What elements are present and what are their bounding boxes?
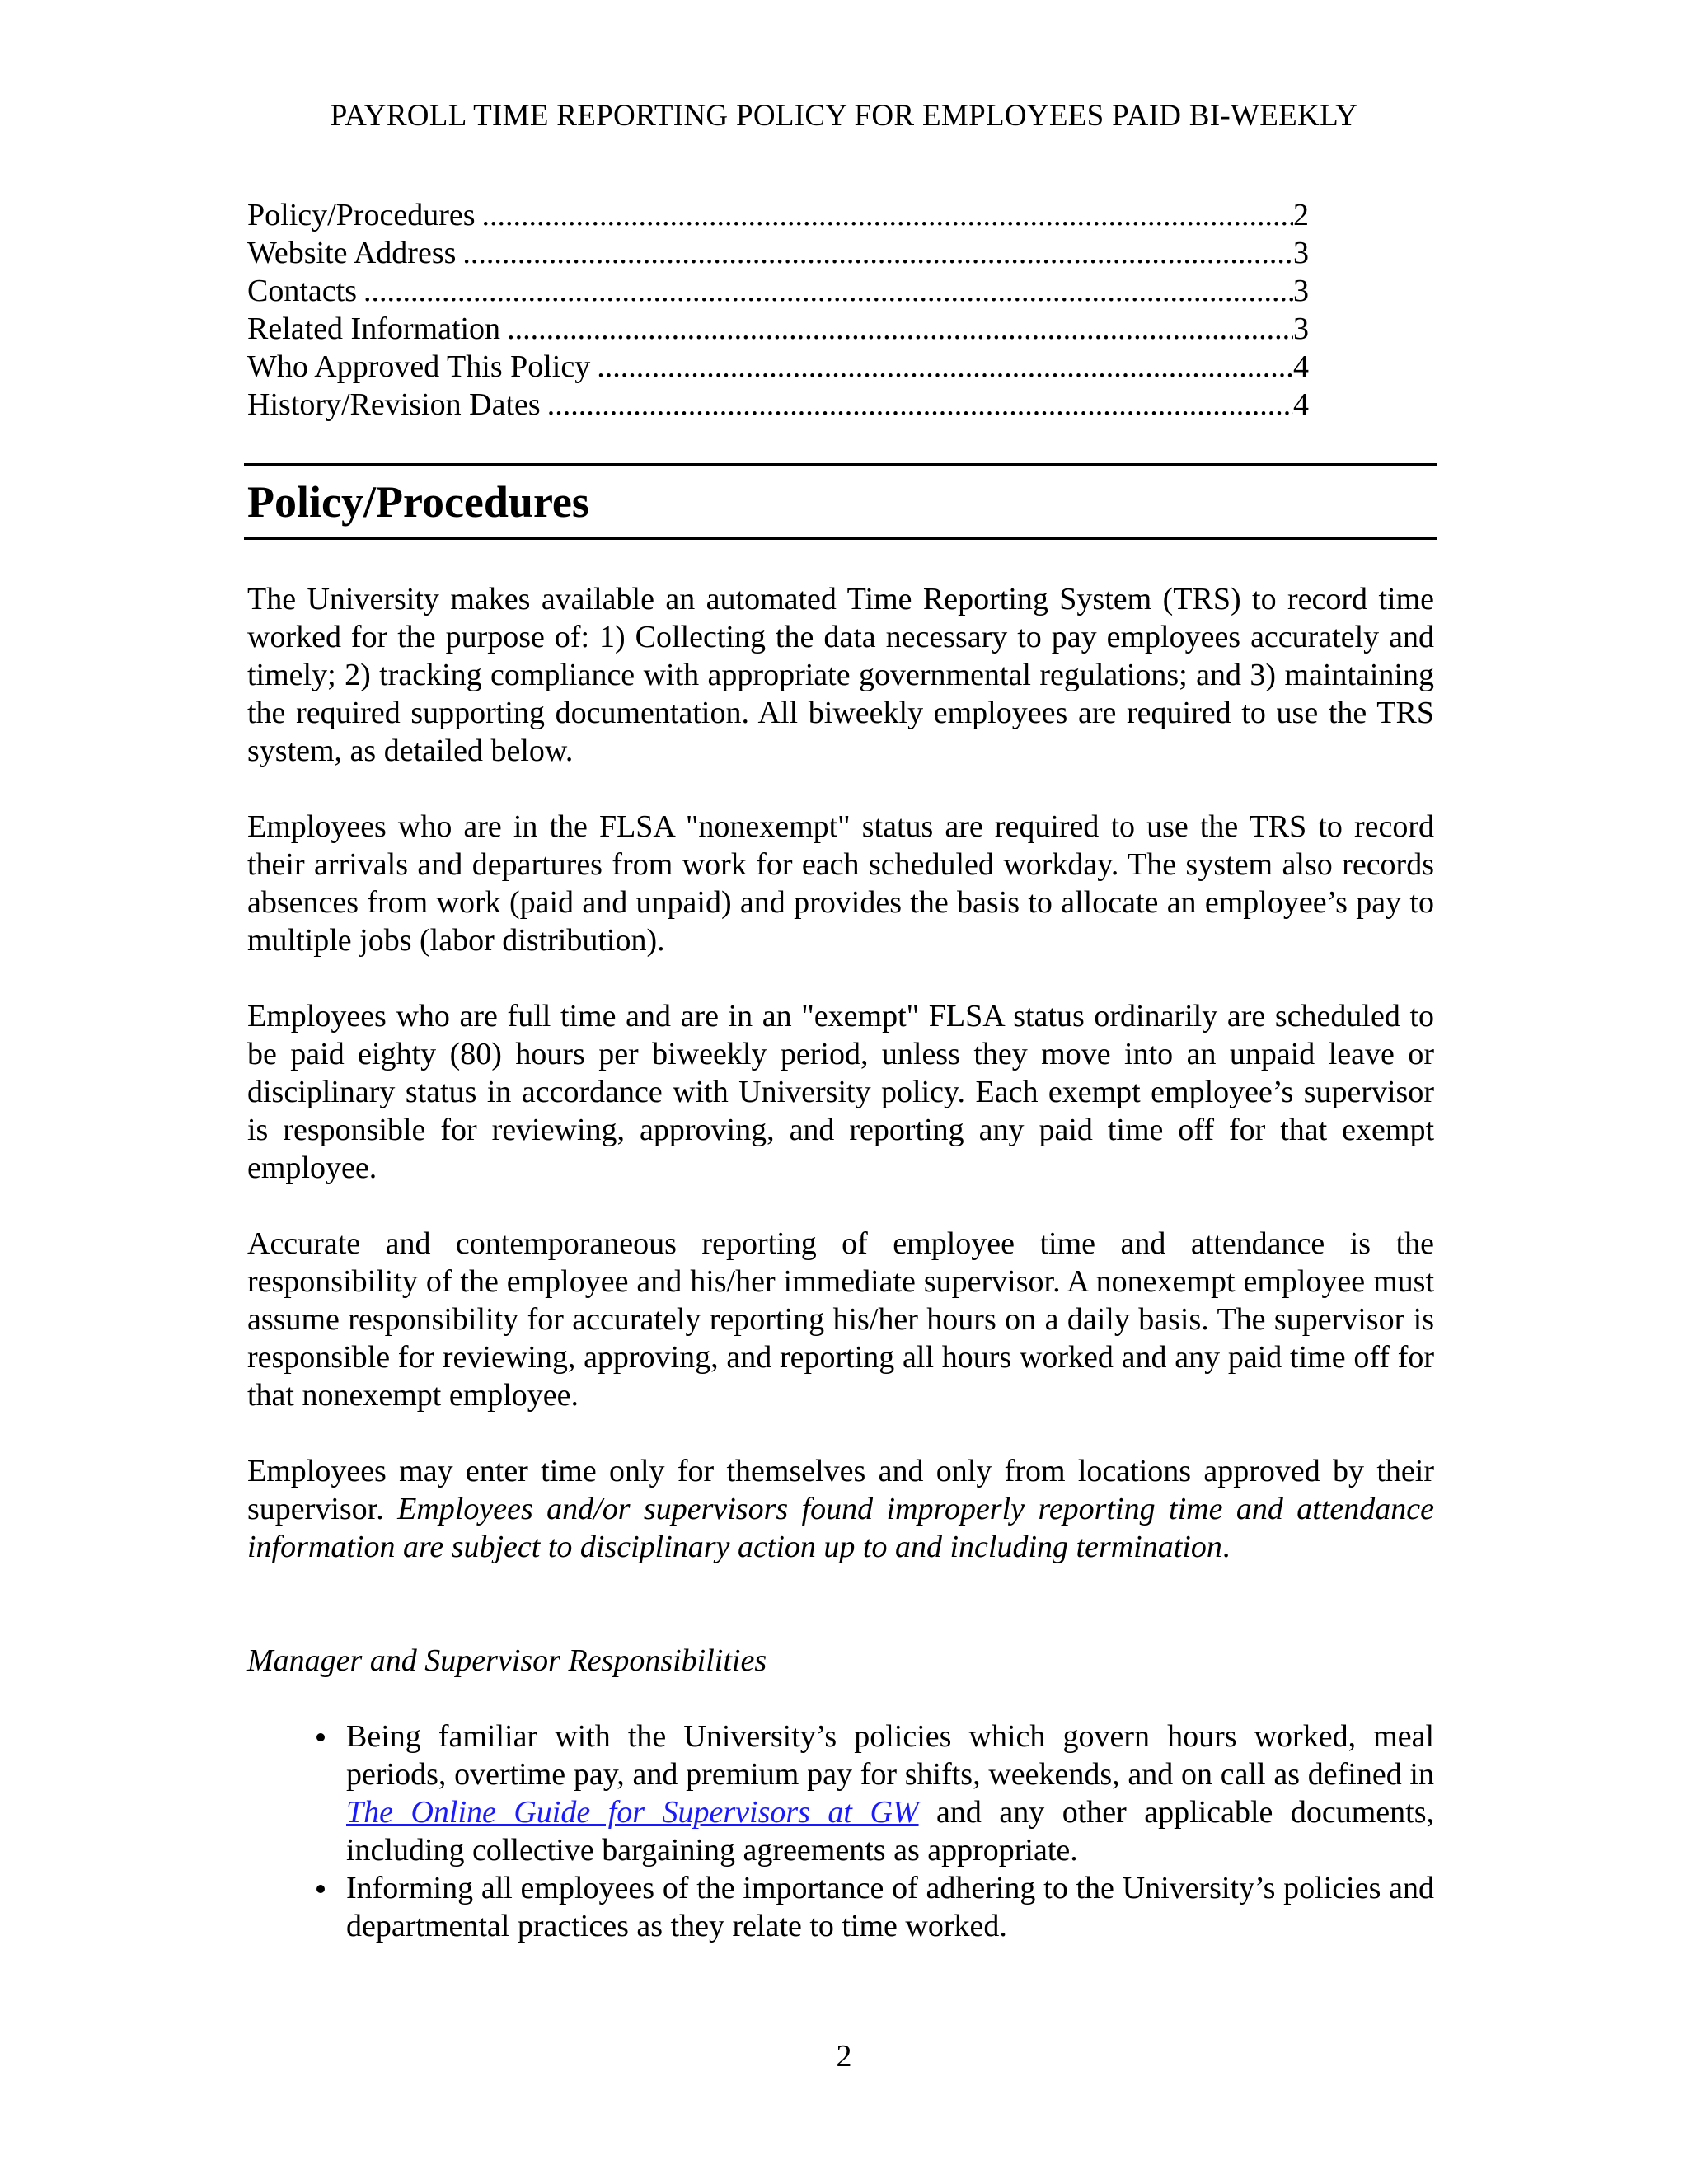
- disciplinary-warning-text: Employees and/or supervisors found improperly reporting time and attendance information are subject to disciplinary action up to and including termination: [247, 1492, 1434, 1564]
- toc-entry-page: 4: [1293, 387, 1309, 422]
- section-heading: Policy/Procedures: [247, 477, 589, 527]
- paragraph-text: Employees who are full time and are in an "exempt" FLSA status ordinarily are scheduled to be paid eighty (80) hours per biweekly period, unless they move into an unpaid leave or disciplinary status in accordance with University policy. Each exempt employee’s supervisor is responsible for reviewing, approving, and reporting any paid time off for that exempt employee.: [247, 999, 1434, 1185]
- paragraph-text: Employees who are in the FLSA "nonexempt" status are required to use the TRS to record their arrivals and departures from work for each scheduled workday. The system also records absences from work (paid and unpaid) and provides the basis to allocate an employee’s pay to multiple jobs (labor distribution).: [247, 809, 1434, 958]
- toc-entry[interactable]: [247, 348, 1309, 386]
- table-of-contents: [247, 196, 1309, 424]
- toc-entry-label: Related Information: [247, 312, 501, 346]
- toc-entry[interactable]: [247, 386, 1309, 424]
- list-item: [247, 1869, 1434, 1945]
- paragraph-text: [247, 1452, 1434, 1566]
- responsibilities-list: [247, 1718, 1434, 1945]
- body-paragraph: [247, 1225, 1434, 1414]
- toc-entry-label: Policy/Procedures: [247, 198, 476, 232]
- body-paragraph: [247, 997, 1434, 1187]
- body-paragraph: [247, 808, 1434, 959]
- body-paragraph: [247, 580, 1434, 770]
- toc-leader-dots: [482, 196, 1293, 234]
- toc-entry[interactable]: [247, 196, 1309, 234]
- toc-entry-page: 3: [1293, 236, 1309, 270]
- toc-entry[interactable]: [247, 310, 1309, 348]
- toc-entry-page: 3: [1293, 274, 1309, 308]
- subheading: Manager and Supervisor Responsibilities: [247, 1643, 767, 1678]
- toc-entry-label: History/Revision Dates: [247, 387, 541, 422]
- toc-entry-page: 3: [1293, 312, 1309, 346]
- toc-entry-page: 4: [1293, 349, 1309, 384]
- body-paragraph: [247, 1452, 1434, 1566]
- list-item-text: and any other applicable documents, including collective bargaining agreements as appropriate.: [346, 1795, 1434, 1868]
- bullet-icon: [316, 1733, 325, 1741]
- bullet-icon: [316, 1885, 325, 1893]
- paragraph-text: Accurate and contemporaneous reporting of employee time and attendance is the responsibility of the employee and his/her immediate supervisor. A nonexempt employee must assume responsibility for accurately reporting his/her hours on a daily basis. The supervisor is responsible for reviewing, approving, and reporting all hours worked and any paid time off for that nonexempt employee.: [247, 1226, 1434, 1413]
- toc-entry-page: 2: [1293, 198, 1309, 232]
- running-header: PAYROLL TIME REPORTING POLICY FOR EMPLOYEES PAID BI-WEEKLY: [330, 99, 1358, 133]
- list-item: [247, 1718, 1434, 1869]
- toc-entry-label: Contacts: [247, 274, 357, 308]
- paragraph-end-punctuation: .: [1221, 1530, 1231, 1564]
- toc-entry[interactable]: [247, 234, 1309, 272]
- list-item-text: Being familiar with the University’s policies which govern hours worked, meal periods, overtime pay, and premium pay for shifts, weekends, and on call as defined in: [346, 1719, 1434, 1792]
- heading-rule-top: [244, 463, 1437, 466]
- toc-entry-label: Who Approved This Policy: [247, 349, 591, 384]
- online-guide-link[interactable]: The Online Guide for Supervisors at GW: [346, 1795, 919, 1830]
- paragraph-text: The University makes available an automated Time Reporting System (TRS) to record time worked for the purpose of: 1) Collecting the data necessary to pay employees accurately and timely; 2) tracking compliance with appropriate governmental regulations; and 3) maintaining the required supporting documentation. All biweekly employees are required to use the TRS system, as detailed below.: [247, 582, 1434, 768]
- toc-entry-label: Website Address: [247, 236, 457, 270]
- toc-entry[interactable]: [247, 272, 1309, 310]
- list-item-text: Informing all employees of the importance of adhering to the University’s policies and departmental practices as they relate to time worked.: [346, 1871, 1434, 1943]
- paragraph-plain-text: Employees may enter time only for themselves and only from locations approved by their supervisor.: [247, 1454, 1434, 1526]
- toc-leader-dots: [547, 386, 1293, 424]
- page-number: 2: [836, 2039, 852, 2074]
- heading-rule-bottom: [244, 537, 1437, 540]
- toc-leader-dots: [363, 272, 1293, 310]
- toc-leader-dots: [507, 310, 1293, 348]
- toc-leader-dots: [597, 348, 1293, 386]
- toc-leader-dots: [462, 234, 1293, 272]
